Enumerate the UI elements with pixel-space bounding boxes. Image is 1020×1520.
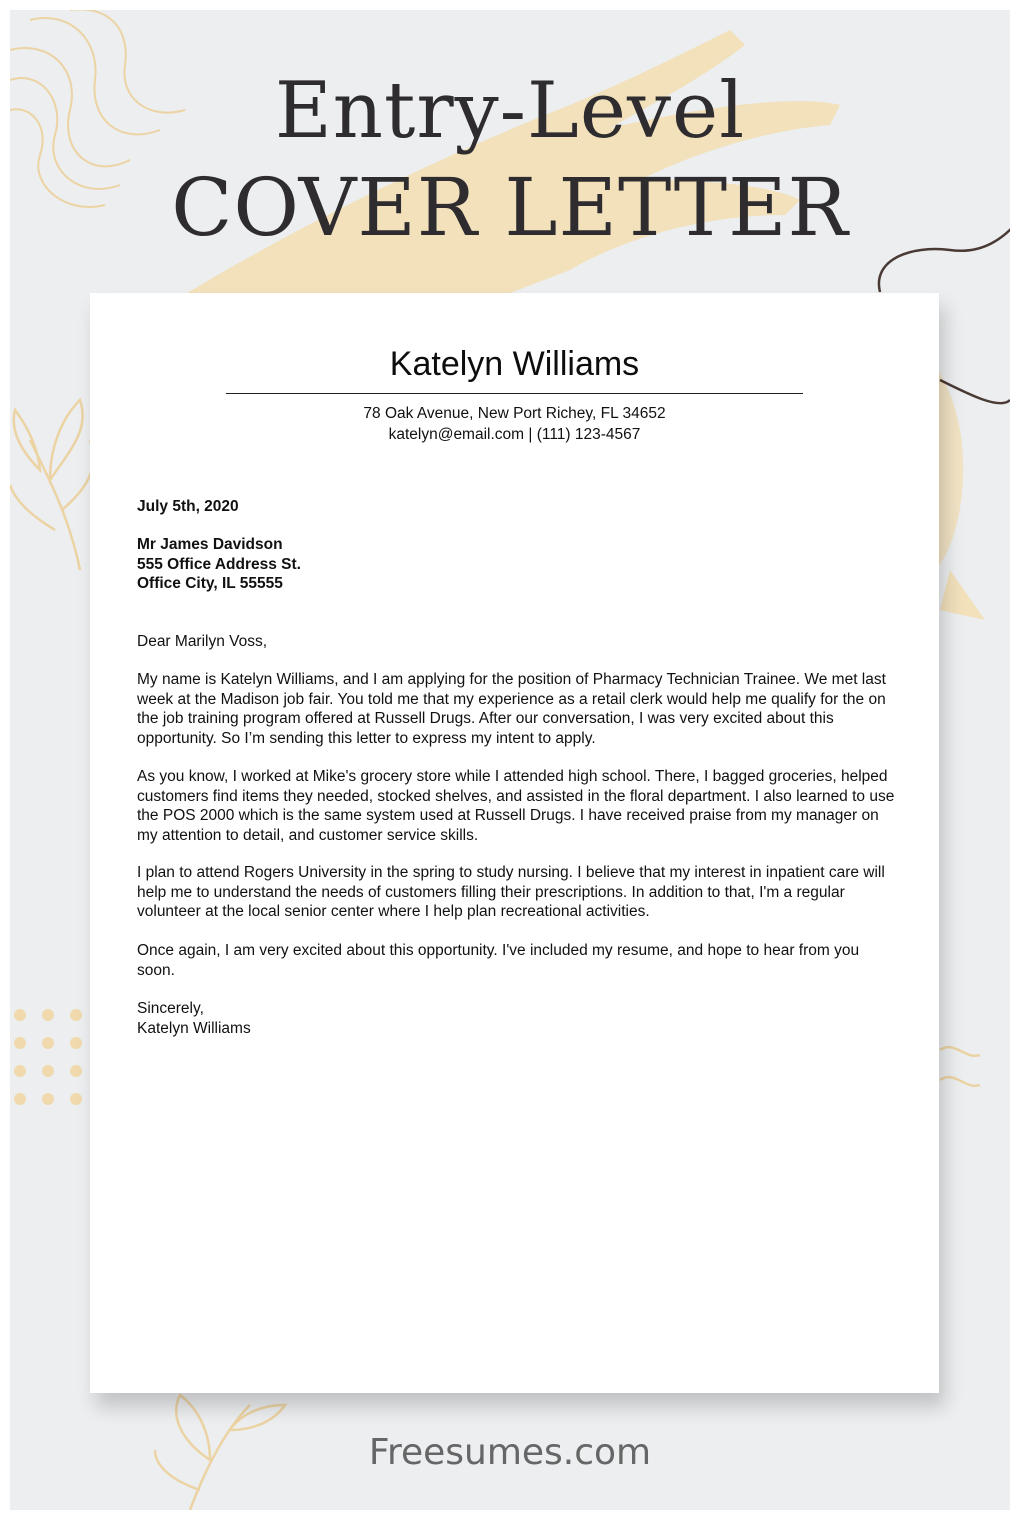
recipient-street: 555 Office Address St. <box>137 555 301 573</box>
letter-greeting: Dear Marilyn Voss, <box>137 633 268 650</box>
page-title-line2: COVER LETTER <box>171 161 849 254</box>
page-title-line1: Entry-Level <box>274 66 746 156</box>
recipient-city: Office City, IL 55555 <box>137 575 283 592</box>
letter-closing-block <box>137 999 897 1038</box>
letter-paragraph: Once again, I am very excited about this opportunity. I've included my resume, and hope to hear from you soon. <box>137 942 860 979</box>
letter-paragraph: My name is Katelyn Williams, and I am applying for the position of Pharmacy Technician Trainee. We met last week at the Madison job fair. You told me that my experience as a retail clerk would help me qualify for the on the job training program offered at Russell Drugs. After our conversation, I was very excited about this opportunity. So I’m sending this letter to express my intent to apply. <box>137 671 886 747</box>
sender-name: Katelyn Williams <box>389 345 640 383</box>
letter-signature: Katelyn Williams <box>137 1019 251 1037</box>
sender-contact: katelyn@email.com | (111) 123-4567 <box>388 426 641 443</box>
letter-paragraph: As you know, I worked at Mike's grocery store while I attended high school. There, I bagged groceries, helped customers find items they needed, stocked shelves, and assisted in the floral department. I also learned to use the POS 2000 which is the same system used at Russell Drugs. I have received praise from my manager on my attention to detail, and customer service skills. <box>137 768 895 844</box>
header-divider <box>226 393 803 394</box>
sender-address: 78 Oak Avenue, New Port Richey, FL 34652 <box>363 405 666 422</box>
letter-closing: Sincerely, <box>137 1000 204 1017</box>
recipient-name: Mr James Davidson <box>137 536 283 553</box>
letter-page <box>90 293 939 1393</box>
letter-paragraph: I plan to attend Rogers University in the spring to study nursing. I believe that my interest in inpatient care will help me to understand the needs of customers filling their prescriptions. In addition to that, I'm a regular volunteer at the local senior center where I help plan recreational activities. <box>137 864 885 920</box>
poster-canvas <box>10 10 1010 1510</box>
letter-date: July 5th, 2020 <box>137 498 239 515</box>
site-footer: Freesumes.com <box>368 1432 652 1473</box>
recipient-block <box>137 535 897 594</box>
